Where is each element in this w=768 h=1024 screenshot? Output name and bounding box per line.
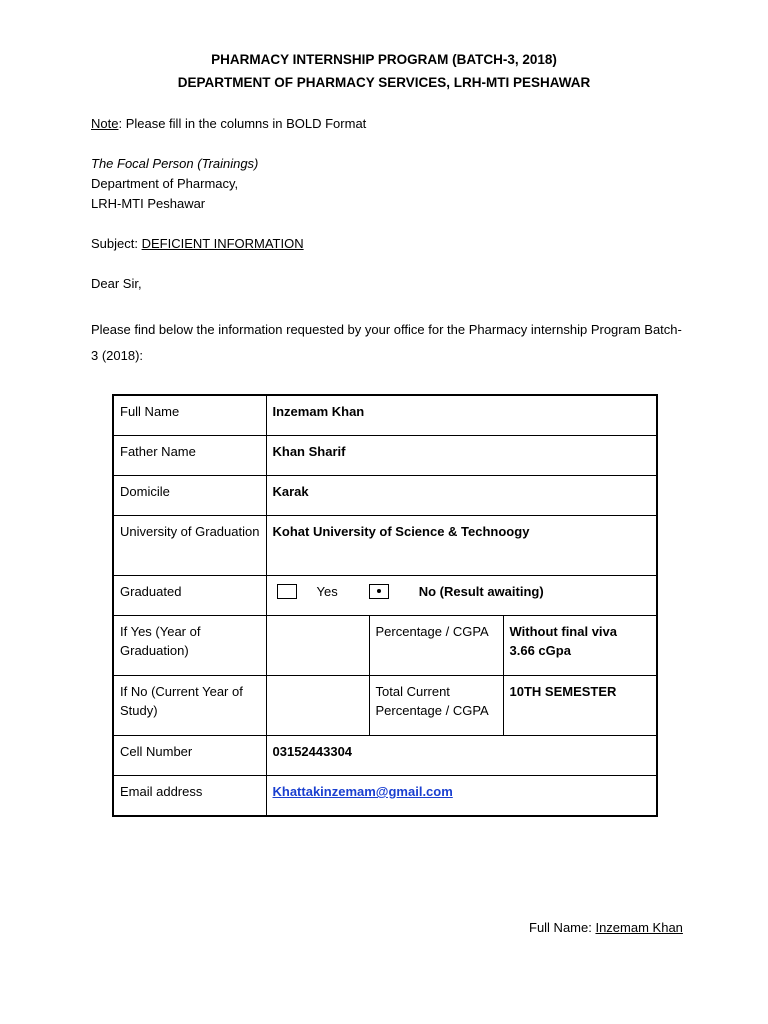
table-row-domicile: [113, 476, 657, 516]
footer-full-name: [529, 920, 683, 935]
graduated-yes-label: Yes: [316, 584, 338, 599]
table-row-email: [113, 776, 657, 817]
subject-line: [91, 236, 304, 251]
cell-number-value[interactable]: 03152443304: [266, 736, 657, 776]
selected-dot-icon: [377, 589, 381, 593]
department-title: DEPARTMENT OF PHARMACY SERVICES, LRH-MTI PESHAWAR: [177, 75, 591, 90]
subject-value: DEFICIENT INFORMATION: [141, 236, 304, 251]
subject-label: Subject:: [91, 236, 142, 251]
email-label: Email address: [113, 776, 266, 817]
graduated-no-label: No (Result awaiting): [418, 584, 544, 599]
graduated-options: [266, 576, 657, 616]
percentage-value-line1: Without final viva: [509, 624, 617, 639]
graduated-yes-checkbox[interactable]: [277, 584, 297, 599]
total-current-value[interactable]: 10TH SEMESTER: [503, 676, 657, 736]
university-label: University of Graduation: [113, 516, 266, 576]
table-row-full-name: [113, 395, 657, 436]
email-cell: [266, 776, 657, 817]
full-name-label: Full Name: [113, 395, 266, 436]
salutation: Dear Sir,: [91, 276, 142, 291]
body-line-1: Please find below the information requested by your office for the Pharmacy internship Program Batch-: [91, 322, 682, 337]
university-value[interactable]: Kohat University of Science & Technoogy: [266, 516, 657, 576]
total-current-label: Total Current Percentage / CGPA: [369, 676, 503, 736]
table-row-if-no: [113, 676, 657, 736]
domicile-label: Domicile: [113, 476, 266, 516]
recipient-department: Department of Pharmacy,: [91, 176, 239, 191]
if-no-value[interactable]: [266, 676, 369, 736]
if-yes-label: If Yes (Year of Graduation): [113, 616, 266, 676]
recipient-title-text: The Focal Person: [91, 156, 198, 171]
info-form-table: [112, 394, 658, 817]
note-text: : Please fill in the columns in BOLD Format: [118, 116, 367, 131]
recipient-title-paren: (Trainings): [197, 156, 259, 171]
footer-value: Inzemam Khan: [595, 920, 683, 935]
percentage-label: Percentage / CGPA: [369, 616, 503, 676]
table-row-cell: [113, 736, 657, 776]
if-yes-value[interactable]: [266, 616, 369, 676]
email-link[interactable]: Khattakinzemam@gmail.com: [272, 784, 453, 799]
footer-label: Full Name:: [529, 920, 596, 935]
table-row-if-yes: [113, 616, 657, 676]
full-name-value[interactable]: Inzemam Khan: [266, 395, 657, 436]
domicile-value[interactable]: Karak: [266, 476, 657, 516]
percentage-value[interactable]: [503, 616, 657, 676]
note-line: [91, 116, 366, 131]
recipient-location: LRH-MTI Peshawar: [91, 196, 206, 211]
father-name-value[interactable]: Khan Sharif: [266, 436, 657, 476]
note-label: Note: [91, 116, 119, 131]
table-row-graduated: [113, 576, 657, 616]
graduated-label: Graduated: [113, 576, 266, 616]
body-line-2: 3 (2018):: [91, 348, 144, 363]
if-no-label: If No (Current Year of Study): [113, 676, 266, 736]
cell-number-label: Cell Number: [113, 736, 266, 776]
table-row-university: [113, 516, 657, 576]
document-title: PHARMACY INTERNSHIP PROGRAM (BATCH-3, 2018): [211, 52, 557, 67]
percentage-value-line2: 3.66 cGpa: [509, 643, 571, 658]
graduated-no-checkbox[interactable]: [369, 584, 389, 599]
father-name-label: Father Name: [113, 436, 266, 476]
table-row-father-name: [113, 436, 657, 476]
recipient-title: [91, 156, 258, 171]
